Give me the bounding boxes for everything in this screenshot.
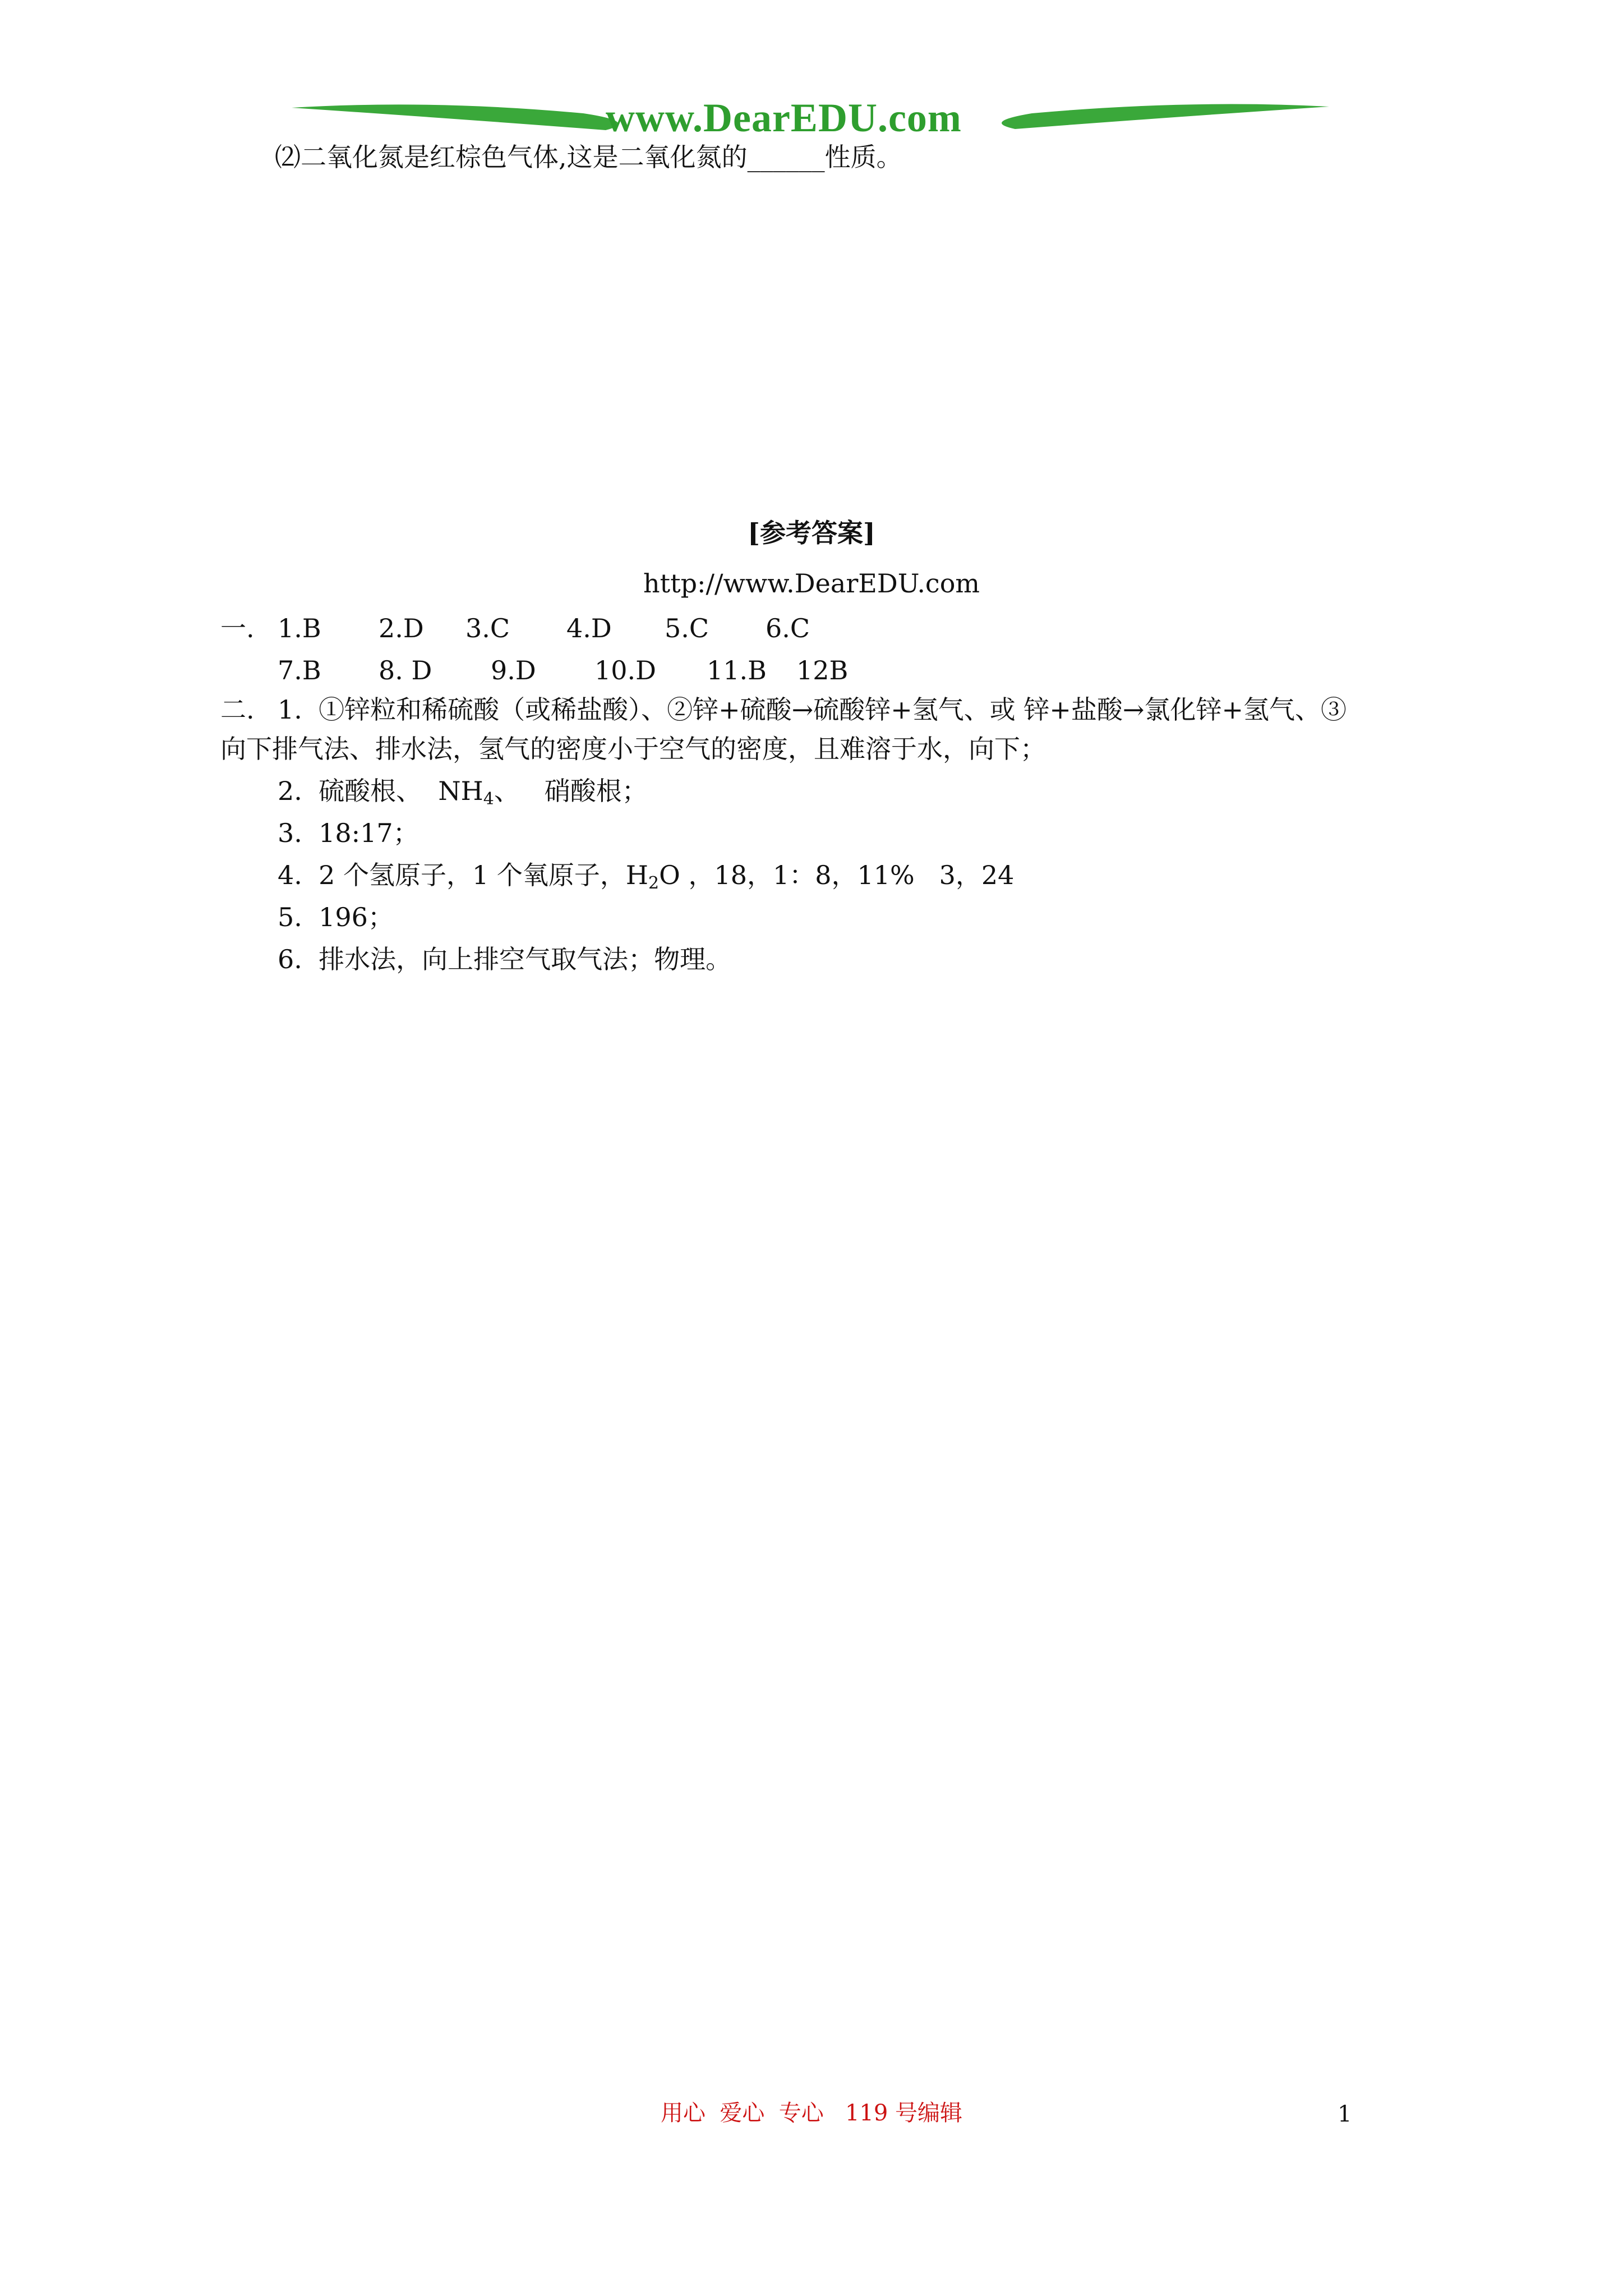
answer-8: 8. D <box>379 655 432 685</box>
footer-text: 用心 爱心 专心 119 号编辑 <box>660 2100 963 2126</box>
item-2-subscript: 4 <box>483 789 494 809</box>
answer-11: 11.B <box>707 655 767 685</box>
section-two-item-1-line-2: 向下排气法、排水法，氢气的密度小于空气的密度，且难溶于水，向下； <box>220 734 1046 764</box>
answer-title: [参考答案] <box>748 518 875 548</box>
answer-7: 7.B <box>278 655 321 685</box>
answer-4: 4.D <box>566 613 612 643</box>
answer-3: 3.C <box>465 613 510 643</box>
item-2-suffix: 、 硝酸根； <box>494 776 648 806</box>
question-line: ⑵二氧化氮是红棕色气体,这是二氧化氮的______性质。 <box>275 142 902 172</box>
answer-url: http://www.DearEDU.com <box>643 568 980 599</box>
section-two-item-6: 6. 排水法，向上排空气取气法；物理。 <box>278 944 732 974</box>
answer-9: 9.D <box>491 655 536 685</box>
item-2-prefix: 2. 硫酸根、 NH <box>278 776 483 806</box>
section-two-item-4 <box>278 858 1014 892</box>
item-4-suffix: O ，18，1：8，11% 3，24 <box>659 860 1015 890</box>
section-one-label: 一. <box>220 613 255 643</box>
page-number: 1 <box>1338 2101 1352 2127</box>
answer-5: 5.C <box>665 613 709 643</box>
section-two-label: 二. <box>220 694 255 725</box>
section-two-item-3: 3. 18:17； <box>278 818 419 848</box>
item-4-prefix: 4. 2 个氢原子，1 个氧原子，H <box>278 860 649 890</box>
answer-2: 2.D <box>379 613 424 643</box>
section-two-item-2 <box>278 774 648 808</box>
answer-1: 1.B <box>278 613 321 643</box>
section-two-item-1-line-1: 1. ①锌粒和稀硫酸（或稀盐酸）、②锌+硫酸→硫酸锌+氢气、或 锌+盐酸→氯化锌+氢气、③ <box>278 694 1347 725</box>
item-4-subscript: 2 <box>648 873 660 893</box>
answer-10: 10.D <box>594 655 657 685</box>
answer-6: 6.C <box>766 613 810 643</box>
site-logo-text: www.DearEDU.com <box>606 95 962 140</box>
answer-12: 12B <box>796 655 849 685</box>
section-two-item-5: 5. 196； <box>278 902 394 932</box>
